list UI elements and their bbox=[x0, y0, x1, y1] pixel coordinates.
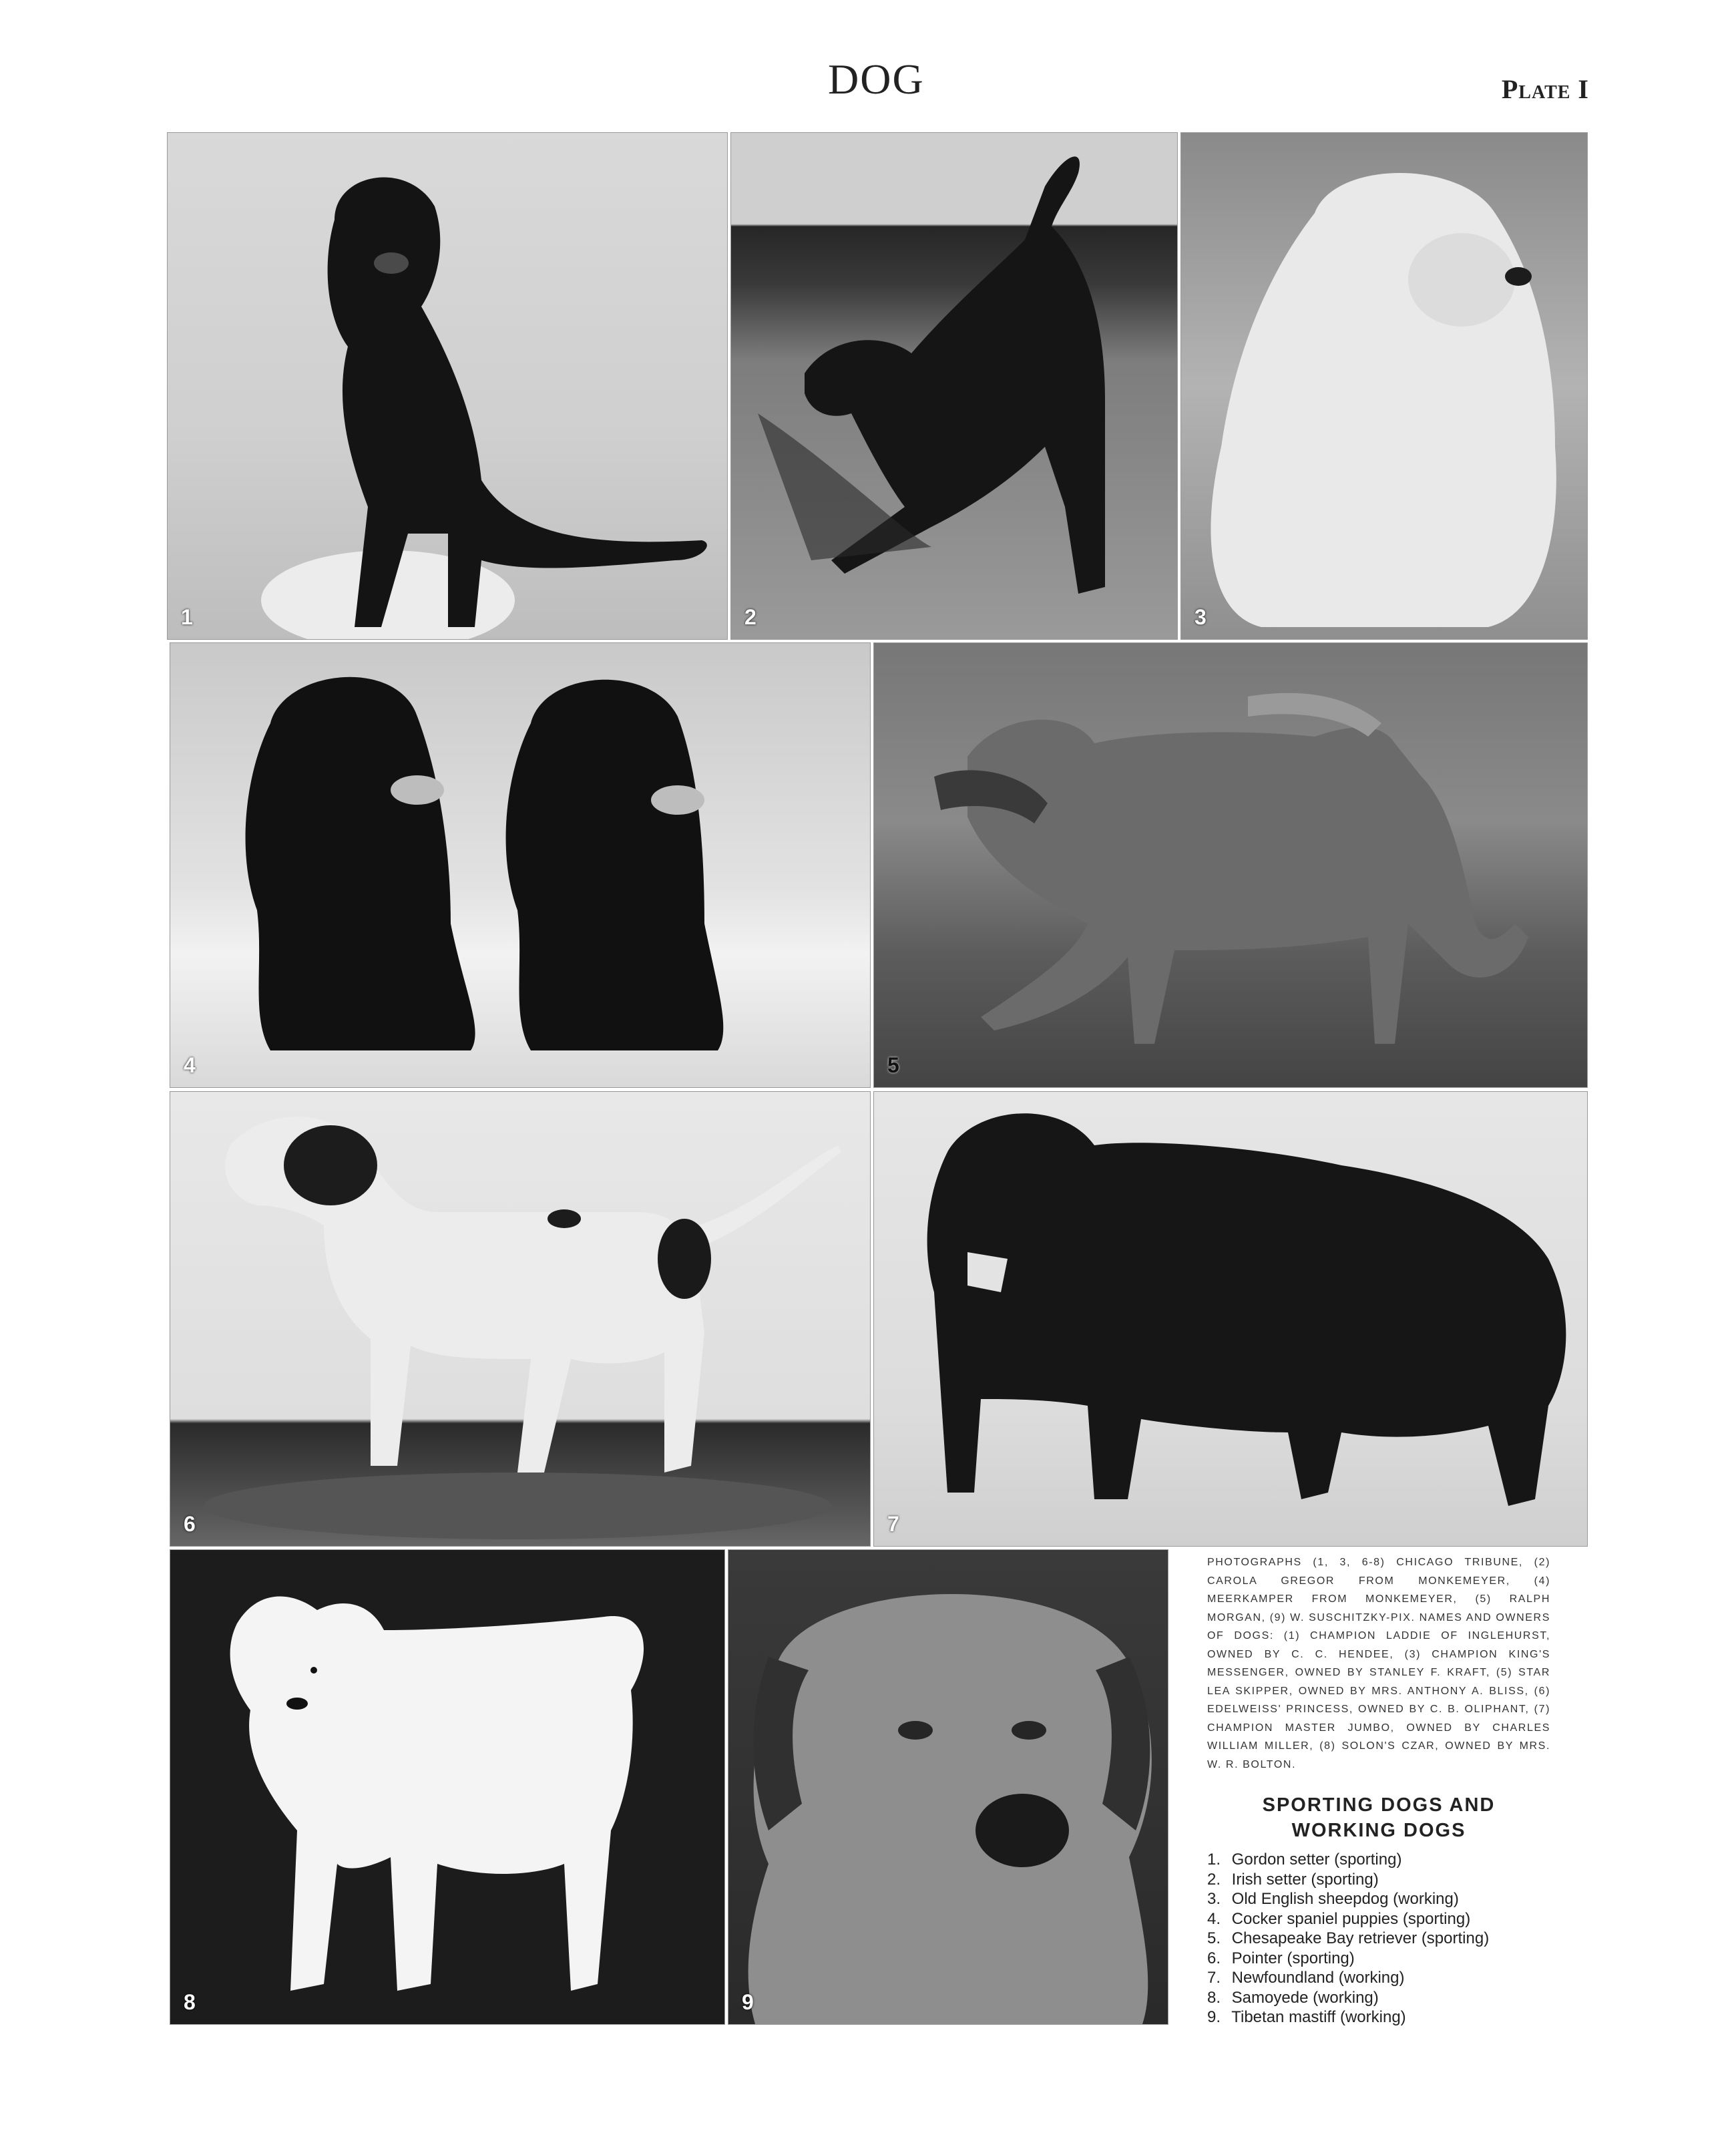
legend-text: Tibetan mastiff (working) bbox=[1231, 2008, 1406, 2026]
legend-number: 7. bbox=[1207, 1969, 1221, 1987]
dog-silhouette-4 bbox=[170, 643, 870, 1087]
legend-item bbox=[1207, 1850, 1581, 1870]
legend-text: Gordon setter (sporting) bbox=[1231, 1850, 1402, 1869]
photo-chesapeake-bay-retriever bbox=[873, 642, 1588, 1088]
dog-silhouette-2 bbox=[731, 133, 1177, 639]
legend-item bbox=[1207, 1870, 1581, 1890]
section-title bbox=[1207, 1792, 1550, 1843]
photo-number: 2 bbox=[744, 605, 756, 629]
legend-number: 6. bbox=[1207, 1949, 1221, 1967]
photo-number: 1 bbox=[181, 605, 193, 629]
legend-number: 1. bbox=[1207, 1850, 1221, 1869]
dog-silhouette-6 bbox=[170, 1092, 870, 1546]
legend-item bbox=[1207, 1968, 1581, 1988]
photo-cocker-spaniel-puppies bbox=[170, 642, 871, 1088]
section-title-line1: SPORTING DOGS AND bbox=[1262, 1794, 1496, 1816]
photo-number: 8 bbox=[184, 1990, 196, 2014]
legend-text: Newfoundland (working) bbox=[1231, 1969, 1405, 1987]
photo-samoyede bbox=[170, 1549, 725, 2025]
legend-number: 3. bbox=[1207, 1890, 1221, 1908]
photo-gordon-setter bbox=[167, 132, 728, 640]
dog-silhouette-1 bbox=[168, 133, 727, 639]
legend-text: Samoyede (working) bbox=[1231, 1988, 1379, 2007]
legend-item bbox=[1207, 2007, 1581, 2027]
photo-old-english-sheepdog bbox=[1180, 132, 1588, 640]
legend-item bbox=[1207, 1889, 1581, 1909]
legend-item bbox=[1207, 1929, 1581, 1949]
dog-silhouette-7 bbox=[874, 1092, 1587, 1546]
legend-number: 8. bbox=[1207, 1988, 1221, 2007]
legend-item bbox=[1207, 1988, 1581, 2008]
legend-item bbox=[1207, 1949, 1581, 1969]
legend-text: Old English sheepdog (working) bbox=[1231, 1890, 1459, 1908]
photo-newfoundland bbox=[873, 1091, 1588, 1547]
dog-silhouette-8 bbox=[170, 1550, 724, 2024]
photo-number: 4 bbox=[184, 1053, 196, 1077]
dog-legend bbox=[1207, 1850, 1581, 2027]
legend-item bbox=[1207, 1909, 1581, 1929]
section-title-line2: WORKING DOGS bbox=[1291, 1820, 1466, 1841]
legend-text: Chesapeake Bay retriever (sporting) bbox=[1231, 1929, 1490, 1947]
photo-number: 7 bbox=[887, 1512, 899, 1536]
photo-tibetan-mastiff bbox=[728, 1549, 1168, 2025]
legend-text: Cocker spaniel puppies (sporting) bbox=[1231, 1909, 1471, 1928]
plate-label: Plate I bbox=[1501, 74, 1589, 104]
dog-silhouette-5 bbox=[874, 643, 1587, 1087]
photo-number: 3 bbox=[1195, 605, 1207, 629]
page-title: DOG bbox=[828, 55, 925, 103]
photo-number: 9 bbox=[742, 1990, 754, 2014]
dog-silhouette-9 bbox=[728, 1550, 1168, 2024]
photo-number: 5 bbox=[887, 1053, 899, 1077]
legend-text: Pointer (sporting) bbox=[1231, 1949, 1355, 1967]
legend-number: 4. bbox=[1207, 1909, 1221, 1928]
legend-text: Irish setter (sporting) bbox=[1231, 1870, 1379, 1889]
photo-irish-setter bbox=[730, 132, 1178, 640]
legend-number: 9. bbox=[1207, 2008, 1221, 2026]
legend-number: 2. bbox=[1207, 1870, 1221, 1889]
dog-silhouette-3 bbox=[1181, 133, 1587, 639]
photo-credits: PHOTOGRAPHS (1, 3, 6-8) CHICAGO TRIBUNE, (2) CAROLA GREGOR FROM MONKEMEYER, (4) MEERKAMPER FROM MONKEMEYER, (5) RALPH MORGAN, (9) W. SUSCHITZKY-PIX. NAMES AND OWNERS OF DOGS: (1) CHAMPION LADDIE OF INGLEHURST, OWNED BY C. C. HENDEE, (3) CHAMPION KING'S MESSENGER, OWNED BY STANLEY F. KRAFT, (5) STAR LEA SKIPPER, OWNED BY MRS. ANTHONY A. BLISS, (6) EDELWEISS' PRINCESS, OWNED BY C. B. OLIPHANT, (7) CHAMPION MASTER JUMBO, OWNED BY CHARLES WILLIAM MILLER, (8) SOLON'S CZAR, OWNED BY MRS. W. R. BOLTON. bbox=[1207, 1557, 1550, 1770]
photo-pointer bbox=[170, 1091, 871, 1547]
photo-number: 6 bbox=[184, 1512, 196, 1536]
legend-number: 5. bbox=[1207, 1929, 1221, 1947]
